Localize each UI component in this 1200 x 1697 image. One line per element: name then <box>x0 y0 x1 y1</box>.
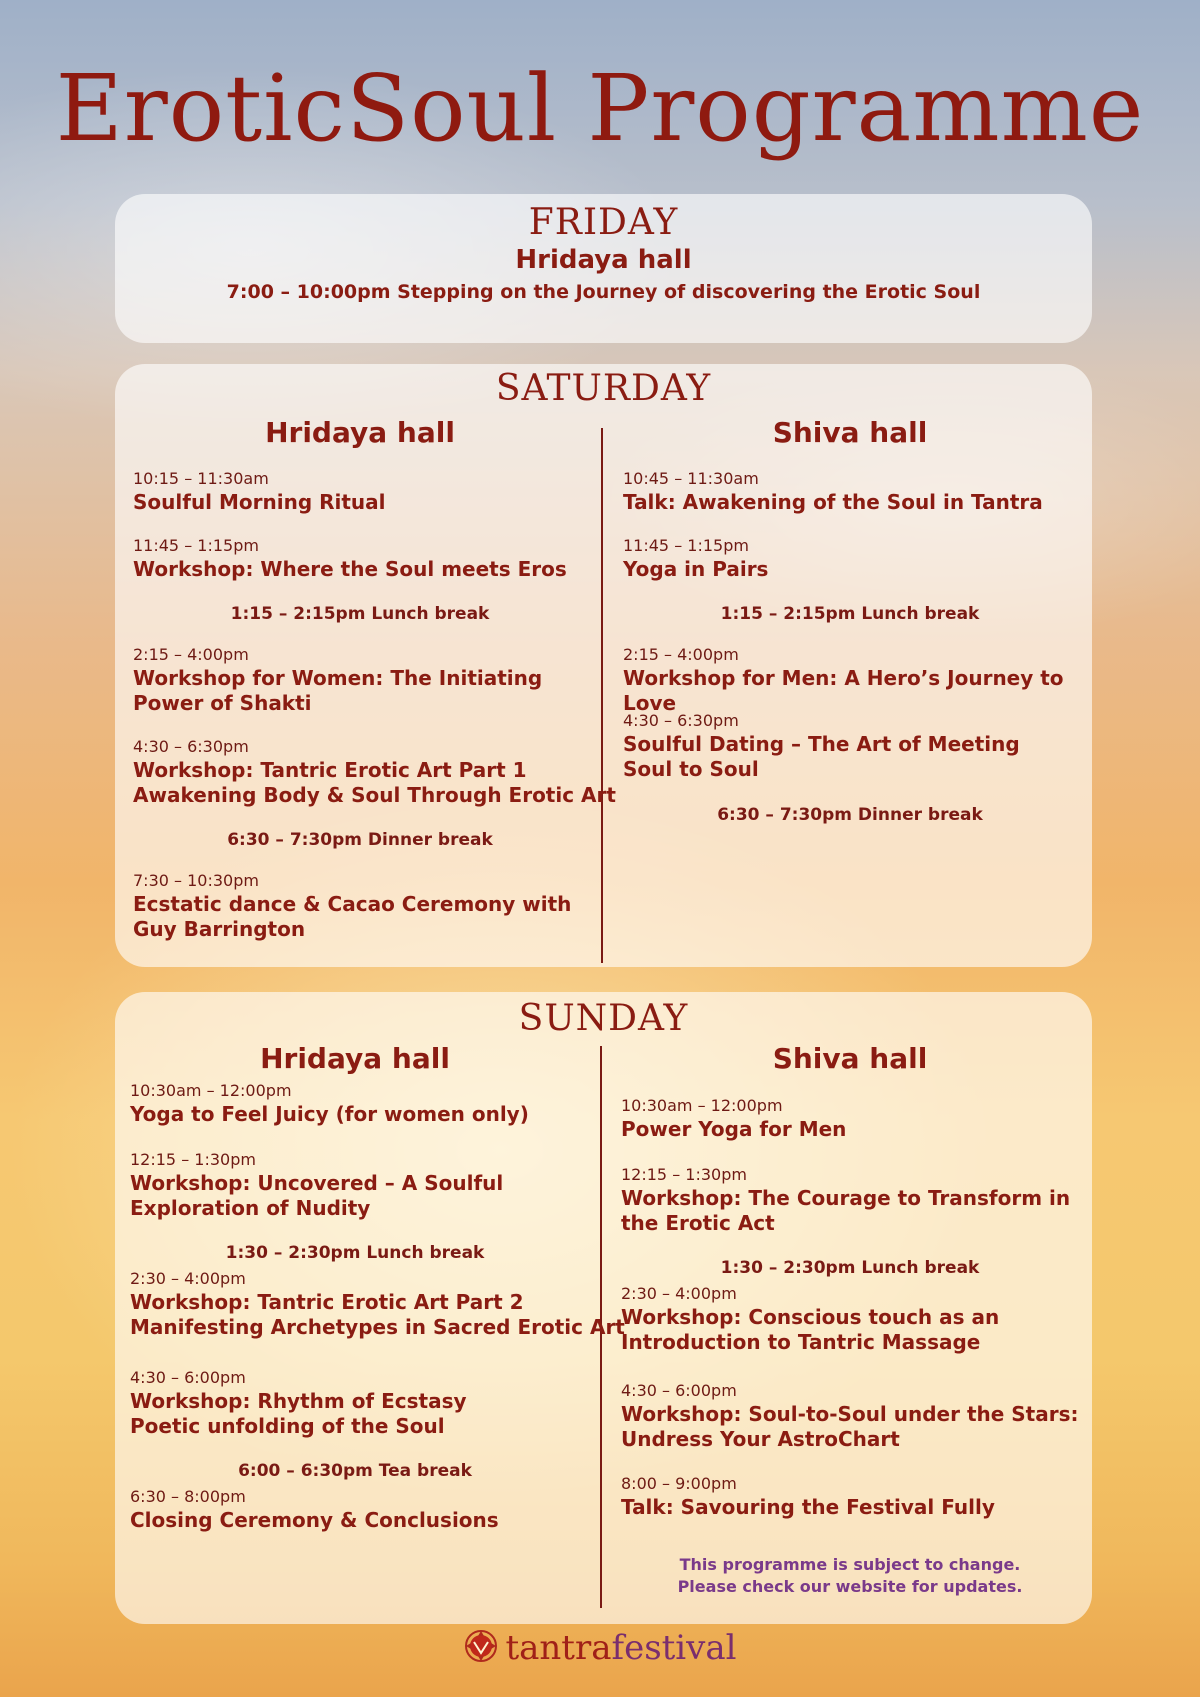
event-name: Workshop: Rhythm of Ecstasy <box>130 1389 467 1413</box>
event-name-line2: Introduction to Tantric Massage <box>621 1330 981 1354</box>
event-name: Soulful Morning Ritual <box>133 490 386 514</box>
saturday-left-hall: Hridaya hall <box>265 416 455 449</box>
event-item <box>133 644 542 716</box>
event-time: 7:30 – 10:30pm <box>133 871 259 890</box>
event-item <box>130 1149 503 1221</box>
event-name-line2: Manifesting Archetypes in Sacred Erotic Art <box>130 1315 625 1339</box>
sunday-panel <box>115 992 1092 1624</box>
event-name-line2: Guy Barrington <box>133 917 306 941</box>
friday-panel <box>115 194 1092 343</box>
event-time: 11:45 – 1:15pm <box>623 536 749 555</box>
lunch-break: 1:30 – 2:30pm Lunch break <box>225 1243 485 1263</box>
dinner-break: 6:30 – 7:30pm Dinner break <box>227 830 493 850</box>
event-name: Workshop for Women: The Initiating <box>133 666 543 690</box>
tantrafestival-logo <box>0 1628 1200 1668</box>
event-item <box>621 1095 846 1142</box>
event-time: 10:15 – 11:30am <box>133 469 269 488</box>
event-name: Ecstatic dance & Cacao Ceremony with <box>133 892 572 916</box>
event-time: 10:30am – 12:00pm <box>130 1081 292 1100</box>
event-name-line2: Poetic unfolding of the Soul <box>130 1414 445 1438</box>
event-name: Power Yoga for Men <box>621 1117 847 1141</box>
event-name-line2: Undress Your AstroChart <box>621 1427 900 1451</box>
event-time: 2:30 – 4:00pm <box>621 1284 737 1303</box>
logo-text: tantrafestival <box>505 1628 737 1668</box>
day-title-sunday: SUNDAY <box>518 998 689 1039</box>
day-title-saturday: SATURDAY <box>495 368 712 409</box>
tea-break: 6:00 – 6:30pm Tea break <box>238 1461 472 1481</box>
event-name-line2: Power of Shakti <box>133 691 312 715</box>
event-item <box>623 644 1092 716</box>
saturday-divider <box>601 428 603 963</box>
event-time: 12:15 – 1:30pm <box>621 1165 747 1184</box>
sunday-right-hall: Shiva hall <box>772 1042 928 1075</box>
event-name: Yoga in Pairs <box>623 557 769 581</box>
event-time: 4:30 – 6:30pm <box>623 711 739 730</box>
dinner-break: 6:30 – 7:30pm Dinner break <box>717 805 983 825</box>
lunch-break: 1:15 – 2:15pm Lunch break <box>230 604 490 624</box>
event-item <box>623 535 768 582</box>
lunch-break: 1:15 – 2:15pm Lunch break <box>720 604 980 624</box>
event-item <box>623 468 1043 515</box>
lunch-break: 1:30 – 2:30pm Lunch break <box>720 1258 980 1278</box>
event-name: Closing Ceremony & Conclusions <box>130 1508 499 1532</box>
disclaimer-line1: This programme is subject to change. <box>679 1555 1021 1574</box>
event-time: 2:30 – 4:00pm <box>130 1269 246 1288</box>
event-name: Workshop: The Courage to Transform in <box>621 1186 1071 1210</box>
event-time: 2:15 – 4:00pm <box>623 645 739 664</box>
event-name: Soulful Dating – The Art of Meeting <box>623 732 1020 756</box>
event-name: Workshop: Uncovered – A Soulful <box>130 1171 504 1195</box>
event-name: Talk: Awakening of the Soul in Tantra <box>623 490 1043 514</box>
event-item <box>621 1164 1070 1236</box>
event-name: Workshop: Tantric Erotic Art Part 1 <box>133 758 527 782</box>
event-item <box>623 710 1020 782</box>
event-time: 4:30 – 6:30pm <box>133 737 249 756</box>
event-time: 2:15 – 4:00pm <box>133 645 249 664</box>
sunday-left-hall: Hridaya hall <box>260 1042 450 1075</box>
event-item <box>621 1473 995 1520</box>
event-name: Workshop: Conscious touch as an <box>621 1305 1000 1329</box>
event-name-line2: the Erotic Act <box>621 1211 775 1235</box>
event-time: 10:30am – 12:00pm <box>621 1096 783 1115</box>
event-time: 4:30 – 6:00pm <box>621 1381 737 1400</box>
friday-hall: Hridaya hall <box>515 245 692 275</box>
lotus-icon <box>463 1628 499 1668</box>
event-item <box>621 1380 1079 1452</box>
friday-event: 7:00 – 10:00pm Stepping on the Journey of discovering the Erotic Soul <box>226 281 981 303</box>
event-item <box>130 1268 625 1340</box>
event-time: 10:45 – 11:30am <box>623 469 759 488</box>
event-name: Yoga to Feel Juicy (for women only) <box>130 1102 529 1126</box>
event-item <box>130 1080 529 1127</box>
event-item <box>133 736 616 808</box>
saturday-right-hall: Shiva hall <box>772 416 928 449</box>
event-time: 6:30 – 8:00pm <box>130 1487 246 1506</box>
event-item <box>133 468 386 515</box>
event-name: Workshop: Where the Soul meets Eros <box>133 557 567 581</box>
event-name: Workshop for Men: A Hero’s Journey to Love <box>623 666 1064 715</box>
event-name: Workshop: Tantric Erotic Art Part 2 <box>130 1290 524 1314</box>
disclaimer-line2: Please check our website for updates. <box>677 1577 1023 1596</box>
event-item <box>130 1486 499 1533</box>
event-item <box>130 1367 467 1439</box>
event-time: 11:45 – 1:15pm <box>133 536 259 555</box>
event-name-line2: Exploration of Nudity <box>130 1196 371 1220</box>
event-time: 12:15 – 1:30pm <box>130 1150 256 1169</box>
event-name-line2: Soul to Soul <box>623 757 759 781</box>
event-name: Talk: Savouring the Festival Fully <box>621 1495 995 1519</box>
event-name-line2: Awakening Body & Soul Through Erotic Art <box>133 783 616 807</box>
day-title-friday: FRIDAY <box>528 202 679 243</box>
event-item <box>621 1283 999 1355</box>
event-item <box>133 870 571 942</box>
page-title: EroticSoul Programme <box>55 55 1145 162</box>
saturday-panel <box>115 364 1092 967</box>
event-item <box>133 535 567 582</box>
event-name: Workshop: Soul-to-Soul under the Stars: <box>621 1402 1079 1426</box>
event-time: 4:30 – 6:00pm <box>130 1368 246 1387</box>
event-time: 8:00 – 9:00pm <box>621 1474 737 1493</box>
